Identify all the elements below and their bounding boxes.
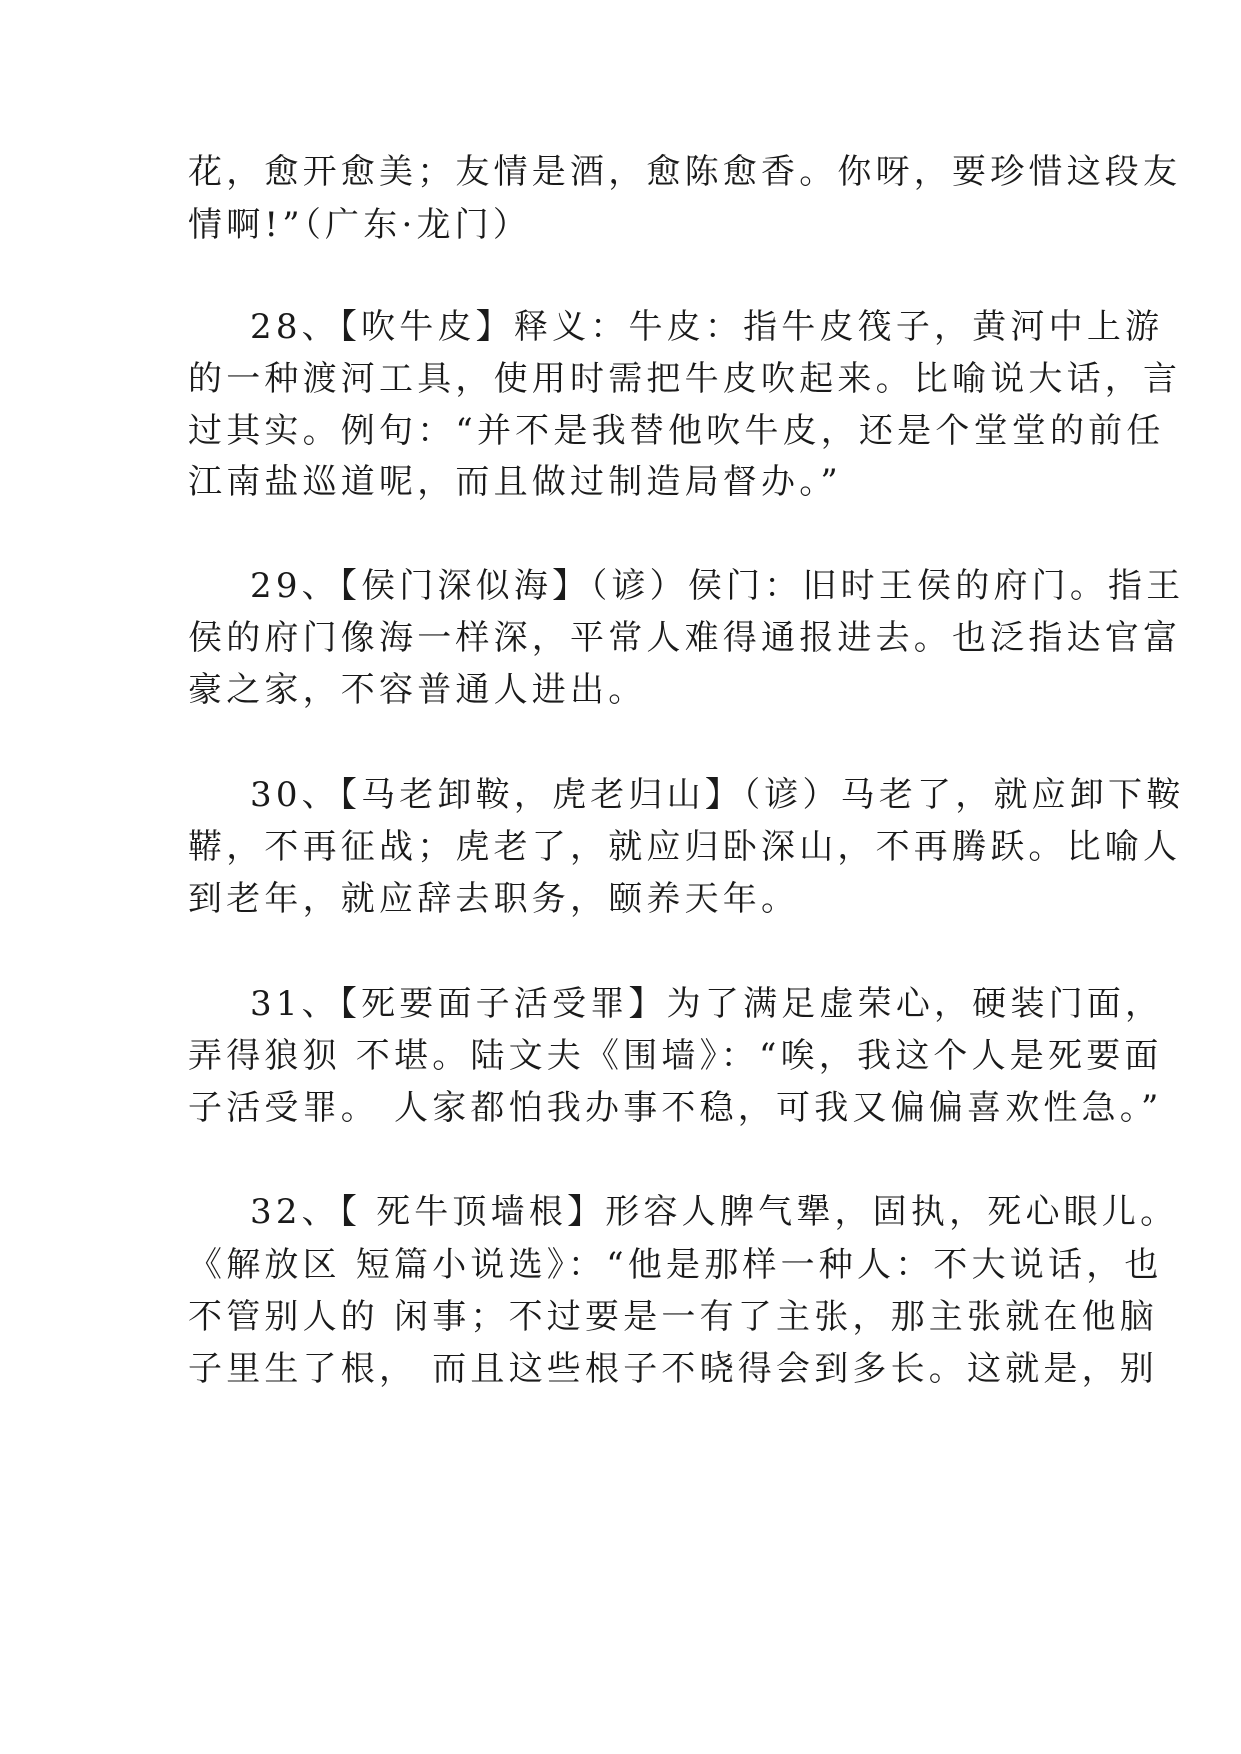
entry-30-line-1: 30、【马老卸鞍，虎老归山】（谚）马老了，就应卸下鞍 bbox=[250, 775, 1185, 815]
entry-31-line-1: 31、【死要面子活受罪】为了满足虚荣心，硬装门面， bbox=[250, 984, 1164, 1024]
entry-30-line-2: 鞯，不再征战；虎老了，就应归卧深山，不再腾跃。比喻人 bbox=[188, 827, 1182, 867]
entry-32-line-3: 不管别人的 闲事；不过要是一有了主张，那主张就在他脑 bbox=[188, 1297, 1159, 1337]
entry-32-line-4: 子里生了根， 而且这些根子不晓得会到多长。这就是，别 bbox=[188, 1349, 1159, 1389]
entry-32-line-2: 《解放区 短篇小说选》：“他是那样一种人：不大说话，也 bbox=[188, 1245, 1163, 1285]
entry-30-line-3: 到老年，就应辞去职务，颐养天年。 bbox=[188, 879, 800, 919]
entry-28-line-1: 28、【吹牛皮】释义：牛皮：指牛皮筏子，黄河中上游 bbox=[250, 307, 1164, 347]
entry-28-line-3: 过其实。例句：“并不是我替他吹牛皮，还是个堂堂的前任 bbox=[188, 411, 1165, 451]
entry-29-line-2: 侯的府门像海一样深，平常人难得通报进去。也泛指达官富 bbox=[188, 618, 1182, 658]
entry-28-line-2: 的一种渡河工具，使用时需把牛皮吹起来。比喻说大话，言 bbox=[188, 359, 1182, 399]
entry-32-line-1: 32、【 死牛顶墙根】形容人脾气犟，固执，死心眼儿。 bbox=[250, 1192, 1179, 1232]
entry-31-line-3: 子活受罪。 人家都怕我办事不稳，可我又偏偏喜欢性急。” bbox=[188, 1088, 1163, 1128]
text-line-friendship-1: 花，愈开愈美；友情是酒，愈陈愈香。你呀，要珍惜这段友 bbox=[188, 152, 1182, 192]
entry-29-line-3: 豪之家，不容普通人进出。 bbox=[188, 670, 647, 710]
entry-29-line-1: 29、【侯门深似海】（谚）侯门：旧时王侯的府门。指王 bbox=[250, 566, 1185, 606]
entry-28-line-4: 江南盐巡道呢，而且做过制造局督办。” bbox=[188, 462, 842, 502]
entry-31-line-2: 弄得狼狈 不堪。陆文夫《围墙》：“唉，我这个人是死要面 bbox=[188, 1036, 1163, 1076]
text-line-friendship-2: 情啊!”（广东·龙门） bbox=[188, 205, 532, 245]
